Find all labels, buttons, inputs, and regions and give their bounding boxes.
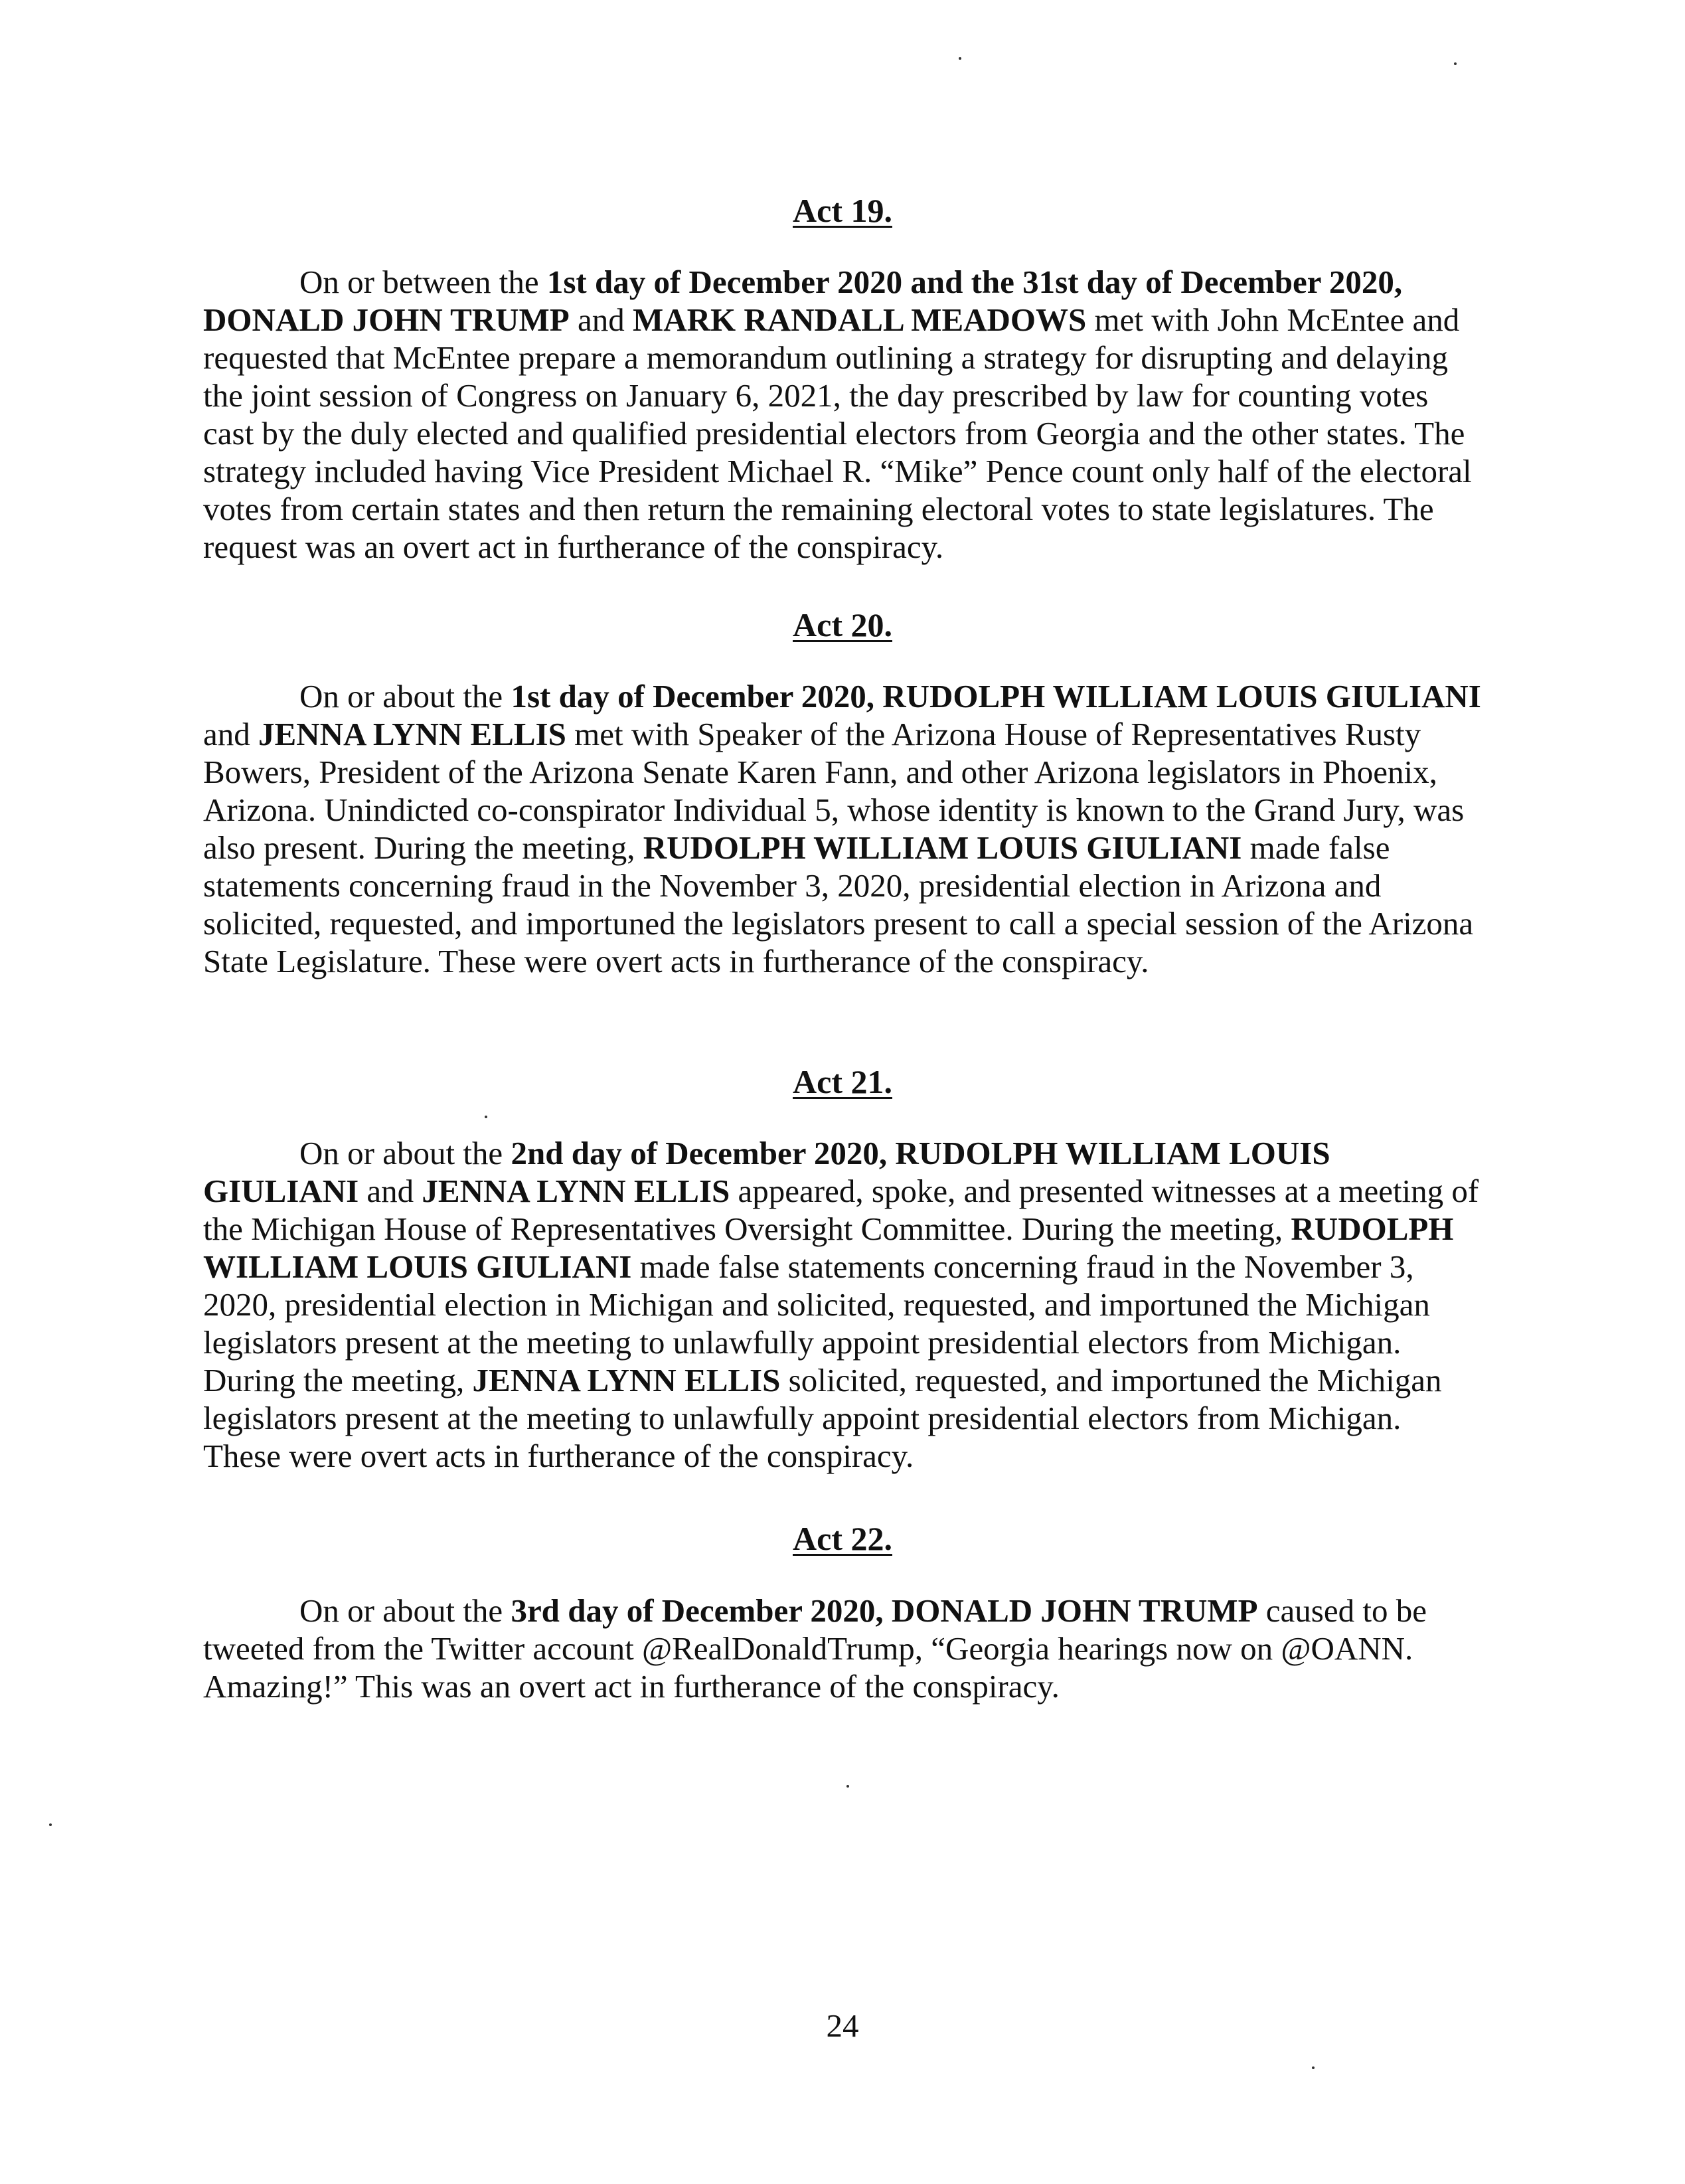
text-segment: and — [203, 716, 258, 752]
text-segment: met with Speaker of the Arizona House of Representatives Rusty Bowers, President of the Arizona Senate Karen Fann, and other Arizona legislators in Phoenix, Arizona. Unindicted co-conspirator Individual 5, whose identity is known to the Grand Jury, was also present. During the meeting, — [203, 716, 1465, 866]
scan-speck — [1454, 62, 1457, 65]
bold-text-segment: RUDOLPH WILLIAM LOUIS GIULIANI — [643, 829, 1242, 866]
scan-speck — [959, 57, 961, 60]
text-segment: caused to be tweeted from the Twitter account @RealDonaldTrump, “Georgia hearings now on @OANN. Amazing!” This was an overt act in furtherance of the conspiracy. — [203, 1592, 1427, 1705]
scan-speck — [485, 1116, 487, 1118]
text-segment: appeared, spoke, and presented witnesses at a meeting of the Michigan House of Representatives Oversight Committee. During the meeting, — [203, 1173, 1479, 1247]
act-19-heading: Act 19. — [793, 192, 892, 229]
text-segment: On or about the — [299, 1135, 511, 1171]
text-segment: solicited, requested, and importuned the Michigan legislators present at the meeting to unlawfully appoint presidential electors from Michigan. These were overt acts in furtherance of the conspiracy. — [203, 1362, 1442, 1474]
act-20-paragraph — [203, 677, 1484, 980]
bold-text-segment: 3rd day of December 2020, DONALD JOHN TRUMP — [511, 1592, 1258, 1629]
bold-text-segment: JENNA LYNN ELLIS — [472, 1362, 781, 1398]
scan-speck — [1312, 2066, 1315, 2069]
scan-speck — [49, 1823, 52, 1826]
text-segment: and — [569, 301, 633, 338]
bold-text-segment: RUDOLPH WILLIAM LOUIS GIULIANI — [203, 1211, 1454, 1285]
bold-text-segment: JENNA LYNN ELLIS — [258, 716, 566, 752]
scan-speck — [846, 1785, 849, 1788]
text-segment: On or between the — [299, 264, 547, 300]
bold-text-segment: MARK RANDALL MEADOWS — [632, 301, 1087, 338]
page-number: 24 — [826, 2007, 859, 2044]
bold-text-segment: 1st day of December 2020 and the 31st day of December 2020, DONALD JOHN TRUMP — [203, 264, 1403, 338]
act-20-heading: Act 20. — [793, 606, 892, 643]
text-segment: met with John McEntee and requested that McEntee prepare a memorandum outlining a strategy for disrupting and delaying the joint session of Congress on January 6, 2021, the day prescribed by law for counting votes cast by the duly elected and qualified presidential electors from Georgia and the other states. The strategy included having Vice President Michael R. “Mike” Pence count only half of the electoral votes from certain states and then return the remaining electoral votes to state legislatures. The request was an overt act in furtherance of the conspiracy. — [203, 301, 1472, 565]
act-22-paragraph — [203, 1592, 1484, 1705]
bold-text-segment: JENNA LYNN ELLIS — [422, 1173, 730, 1209]
bold-text-segment: 2nd day of December 2020, RUDOLPH WILLIAM LOUIS GIULIANI — [203, 1135, 1330, 1209]
text-segment: On or about the — [299, 678, 511, 714]
text-segment: and — [359, 1173, 422, 1209]
bold-text-segment: 1st day of December 2020, RUDOLPH WILLIAM LOUIS GIULIANI — [511, 678, 1481, 714]
text-segment: made false statements concerning fraud in the November 3, 2020, presidential election in Arizona and solicited, requested, and importuned the legislators present to call a special session of the Arizona State Legislature. These were overt acts in furtherance of the conspiracy. — [203, 829, 1474, 979]
act-19-paragraph — [203, 263, 1484, 566]
act-22-heading: Act 22. — [793, 1520, 892, 1557]
text-segment: On or about the — [299, 1592, 511, 1629]
act-21-heading: Act 21. — [793, 1063, 892, 1100]
text-segment: made false statements concerning fraud in the November 3, 2020, presidential election in Michigan and solicited, requested, and importuned the Michigan legislators present at the meeting to unlawfully appoint presidential electors from Michigan. During the meeting, — [203, 1248, 1430, 1398]
act-21-paragraph — [203, 1134, 1484, 1475]
